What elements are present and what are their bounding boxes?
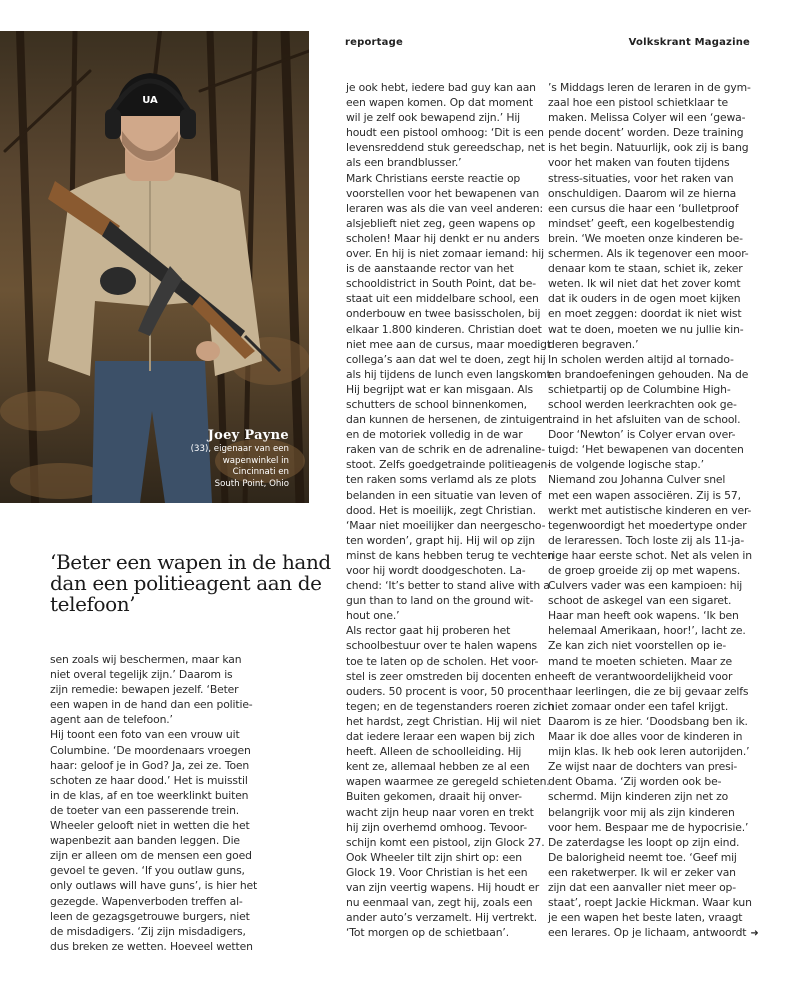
text-line: een cursus die haar een ‘bulletproof <box>548 201 739 215</box>
text-line: maken. Melissa Colyer wil een ‘gewa- <box>548 111 746 125</box>
text-line: collega’s aan dat wel te doen, zegt hij <box>346 352 546 366</box>
text-line: tegenwoordigt het moedertype onder <box>548 518 747 532</box>
text-line: deren begraven.’ <box>548 337 639 351</box>
text-line: haar: geloof je in God? Ja, zei ze. Toen <box>50 758 250 772</box>
text-line: je een wapen het beste laten, vraagt <box>548 911 743 925</box>
caption-name: Joey Payne <box>207 428 289 443</box>
text-line: dood. Het is moeilijk, zegt Christian. <box>346 503 536 517</box>
text-line: zijn remedie: bewapen jezelf. ‘Beter <box>50 683 239 697</box>
text-line: schutters de school binnenkomen, <box>346 397 527 411</box>
text-line: Ze wijst naar de dochters van presi- <box>548 760 738 774</box>
text-line: brein. ‘We moeten onze kinderen be- <box>548 231 743 245</box>
text-line: dat ik ouders in de ogen moet kijken <box>548 292 741 306</box>
text-line: ouders. 50 procent is voor, 50 procent <box>346 684 548 698</box>
text-line: Glock 19. Voor Christian is het een <box>346 865 528 879</box>
text-line: niet mee aan de cursus, maar moedigt <box>346 337 551 351</box>
text-line: scholen! Maar hij denkt er nu anders <box>346 231 540 245</box>
text-line: onschuldigen. Daarom wil ze hierna <box>548 186 737 200</box>
text-line: voor hem. Bespaar me de hypocrisie.’ <box>548 820 749 834</box>
text-line: wat te doen, moeten we nu jullie kin- <box>548 322 744 336</box>
text-line: Ook Wheeler tilt zijn shirt op: een <box>346 850 522 864</box>
text-line: voor hij wordt doodgeschoten. La- <box>346 564 526 577</box>
text-line: Mark Christians eerste reactie op <box>346 171 521 185</box>
text-line: zijn dat een aanvaller niet meer op- <box>548 880 737 894</box>
caption-description: (33), eigenaar van een wapenwinkel in Cincinnati en South Point, Ohio <box>190 444 289 489</box>
text-line: Hij toont een foto van een vrouw uit <box>50 728 240 742</box>
text-line: Culvers vader was een kampioen: hij <box>548 579 743 593</box>
text-line: Columbine. ‘De moordenaars vroegen <box>50 743 251 757</box>
text-line: en brandoefeningen gehouden. Na de <box>548 367 749 381</box>
text-line: Haar man heeft ook wapens. ‘Ik ben <box>548 609 739 623</box>
text-line: hout one.’ <box>346 609 400 623</box>
text-line: gun than to land on the ground wit- <box>346 594 534 608</box>
text-line: Door ‘Newton’ is Colyer ervan over- <box>548 428 736 442</box>
text-line: schijn komt een pistool, zijn Glock 27. <box>346 835 545 849</box>
text-line: staat’, roept Jackie Hickman. Waar kun <box>548 896 752 910</box>
text-line: en de motoriek volledig in de war <box>346 428 523 442</box>
text-line: Daarom is ze hier. ‘Doodsbang ben ik. <box>548 714 748 728</box>
text-line: ten raken soms verlamd als ze plots <box>346 473 537 487</box>
text-line: dus breken ze wetten. Hoeveel wetten <box>50 939 253 953</box>
text-line: schietpartij op de Columbine High- <box>548 382 731 396</box>
text-column-3 <box>548 80 758 941</box>
text-column-2 <box>346 80 554 940</box>
text-line: dat iedere leraar een wapen bij zich <box>346 730 535 744</box>
text-line: wil je zelf ook bewapend zijn.’ Hij <box>346 111 521 125</box>
text-line: dent Obama. ‘Zij worden ook be- <box>548 775 722 789</box>
text-line: ten worden’, grapt hij. Hij wil op zijn <box>346 533 535 547</box>
text-line: agent aan de telefoon.’ <box>50 713 173 727</box>
text-line: sen zoals wij beschermen, maar kan <box>50 653 242 666</box>
text-line: pende docent’ worden. Deze training <box>548 126 744 140</box>
text-line: helemaal Amerikaan, hoor!’, lacht ze. <box>548 624 746 638</box>
text-line: ‘Maar niet moeilijker dan neergescho- <box>346 518 546 532</box>
text-line: elkaar 1.800 kinderen. Christian doet <box>346 322 542 336</box>
text-line: onderbouw en twee basisscholen, bij <box>346 307 541 321</box>
text-line: als een brandblusser.’ <box>346 156 462 170</box>
text-line: een lerares. Op je lichaam, antwoordt ➜ <box>548 926 759 940</box>
text-line: Als rector gaat hij proberen het <box>346 624 511 638</box>
text-line: niet overal tegelijk zijn.’ Daarom is <box>50 668 233 682</box>
text-line: een wapen komen. Op dat moment <box>346 96 533 110</box>
text-line: staat uit een middelbare school, een <box>346 292 539 306</box>
portrait-photo <box>0 31 309 503</box>
text-line: weten. Ik wil niet dat het zover komt <box>548 277 741 291</box>
text-line: niet zomaar onder een tafel krijgt. <box>548 699 729 713</box>
magazine-title: Volkskrant Magazine <box>628 37 750 48</box>
text-line: schoten ze haar dood.’ Het is muisstil <box>50 773 248 787</box>
text-line: ander auto’s verzamelt. Hij vertrekt. <box>346 911 538 925</box>
photo-caption <box>149 429 289 490</box>
text-line: De zaterdagse les loopt op zijn eind. <box>548 835 740 849</box>
text-line: stress-situaties, voor het raken van <box>548 171 734 185</box>
text-line: dan kunnen de hersenen, de zintuigen <box>346 413 549 427</box>
text-line: raken van de schrik en de adrenaline- <box>346 443 546 457</box>
text-line: ‘Tot morgen op de schietbaan’. <box>346 926 509 940</box>
section-label: reportage <box>345 37 403 48</box>
pull-quote: ‘Beter een wapen in de hand dan een politieagent aan de telefoon’ <box>50 550 331 616</box>
text-line: belanden in een situatie van leven of <box>346 488 542 502</box>
text-line: alsjeblieft niet zeg, geen wapens op <box>346 216 536 230</box>
text-line: Hij begrijpt wat er kan misgaan. Als <box>346 382 533 396</box>
text-line: is de aanstaande rector van het <box>346 262 514 276</box>
text-line: Niemand zou Johanna Culver snel <box>548 473 726 487</box>
text-line: met een wapen associëren. Zij is 57, <box>548 488 741 502</box>
text-line: wacht zijn heup naar voren en trekt <box>346 805 534 819</box>
text-line: je ook hebt, iedere bad guy kan aan <box>346 81 536 94</box>
text-line: werkt met autistische kinderen en ver- <box>548 503 752 517</box>
text-line: het hardst, zegt Christian. Hij wil niet <box>346 714 541 728</box>
text-line: de misdadigers. ‘Zij zijn misdadigers, <box>50 924 246 938</box>
text-line: in de klas, af en toe weerklinkt buiten <box>50 788 249 802</box>
text-column-1 <box>50 652 340 954</box>
text-line: leraren was als die van veel anderen: <box>346 201 544 215</box>
text-line: hij zijn overhemd omhoog. Tevoor- <box>346 820 527 834</box>
text-line: tuigd: ‘Het bewapenen van docenten <box>548 443 744 457</box>
text-line: kent ze, allemaal hebben ze al een <box>346 760 530 774</box>
text-line: denaar kom te staan, schiet ik, zeker <box>548 262 743 276</box>
text-line: voorstellen voor het bewapenen van <box>346 186 540 200</box>
text-line: de leraressen. Toch loste zij als 11-ja- <box>548 533 745 547</box>
text-line: minst de kans hebben terug te vechten <box>346 548 554 562</box>
text-line: houdt een pistool omhoog: ‘Dit is een <box>346 126 544 140</box>
text-line: een wapen in de hand dan een politie- <box>50 698 253 712</box>
text-line: een raketwerper. Ik wil er zeker van <box>548 865 736 879</box>
text-line: zijn er alleen om de mensen een goed <box>50 849 252 863</box>
text-line: rige haar eerste schot. Net als velen in <box>548 548 752 562</box>
text-line: schermen. Als ik tegenover een moor- <box>548 247 749 261</box>
text-line: Wheeler gelooft niet in wetten die het <box>50 819 250 833</box>
text-line: nu eenmaal van, zegt hij, zoals een <box>346 896 533 910</box>
continue-arrow-icon: ➜ <box>750 928 759 940</box>
text-line: schermd. Mijn kinderen zijn net zo <box>548 790 729 804</box>
text-line: Buiten gekomen, draait hij onver- <box>346 790 522 804</box>
text-line: over. En hij is niet zomaar iemand: hij <box>346 247 544 261</box>
text-line: mand te moeten schieten. Maar ze <box>548 654 733 668</box>
text-line: heeft. Alleen de schoolleiding. Hij <box>346 745 522 759</box>
text-line: schoot de askegel van een sigaret. <box>548 594 732 608</box>
text-line: mindset’ geeft, een kogelbestendig <box>548 216 735 230</box>
text-line: traind in het afsluiten van de school. <box>548 413 741 427</box>
text-line: In scholen werden altijd al tornado- <box>548 352 734 366</box>
text-line: school werden leerkrachten ook ge- <box>548 397 737 411</box>
text-line: schooldistrict in South Point, dat be- <box>346 277 536 291</box>
text-line: de groep groeide zij op met wapens. <box>548 564 741 577</box>
text-line: leen de gezagsgetrouwe burgers, niet <box>50 909 250 923</box>
text-line: stoot. Zelfs goedgetrainde politieagen- <box>346 458 551 472</box>
text-line: tegen; en de tegenstanders roeren zich <box>346 699 554 713</box>
text-line: stel is zeer omstreden bij docenten en <box>346 669 548 683</box>
text-line: mijn klas. Ik heb ook leren autorijden.’ <box>548 745 750 759</box>
text-line: gezegde. Wapenverboden treffen al- <box>50 894 243 908</box>
text-line: levensreddend stuk gereedschap, net <box>346 141 545 155</box>
text-line: wapen waarmee ze geregeld schieten. <box>346 775 550 789</box>
text-line: chend: ‘It’s better to stand alive with a <box>346 579 550 593</box>
text-line: is de volgende logische stap.’ <box>548 458 704 472</box>
text-line: is het begin. Natuurlijk, ook zij is bang <box>548 141 749 155</box>
text-line: belangrijk voor mij als zijn kinderen <box>548 805 735 819</box>
text-line: als hij tijdens de lunch even langskomt. <box>346 367 554 381</box>
text-line: wapenbezit aan banden leggen. Die <box>50 834 240 848</box>
text-line: van zijn veertig wapens. Hij houdt er <box>346 880 540 894</box>
text-line: Maar ik doe alles voor de kinderen in <box>548 730 743 744</box>
text-line: haar leerlingen, die ze bij gevaar zelfs <box>548 684 749 698</box>
text-line: only outlaws will have guns’, is hier het <box>50 879 258 893</box>
text-line: zaal hoe een pistool schietklaar te <box>548 96 729 110</box>
text-line: toe te laten op de scholen. Het voor- <box>346 654 539 668</box>
text-line: en moet zeggen: doordat ik niet wist <box>548 307 742 321</box>
text-line: schoolbestuur over te halen wapens <box>346 639 538 653</box>
text-line: heeft de verantwoordelijkheid voor <box>548 669 733 683</box>
text-line: voor het maken van fouten tijdens <box>548 156 730 170</box>
text-line: de toeter van een passerende trein. <box>50 803 240 817</box>
text-line: De balorigheid neemt toe. ‘Geef mij <box>548 850 737 864</box>
text-line: gevoel te geven. ‘If you outlaw guns, <box>50 864 245 878</box>
beanie-logo: UA <box>142 95 158 106</box>
text-line: ’s Middags leren de leraren in de gym- <box>548 81 751 94</box>
text-line: Ze kan zich niet voorstellen op ie- <box>548 639 727 653</box>
